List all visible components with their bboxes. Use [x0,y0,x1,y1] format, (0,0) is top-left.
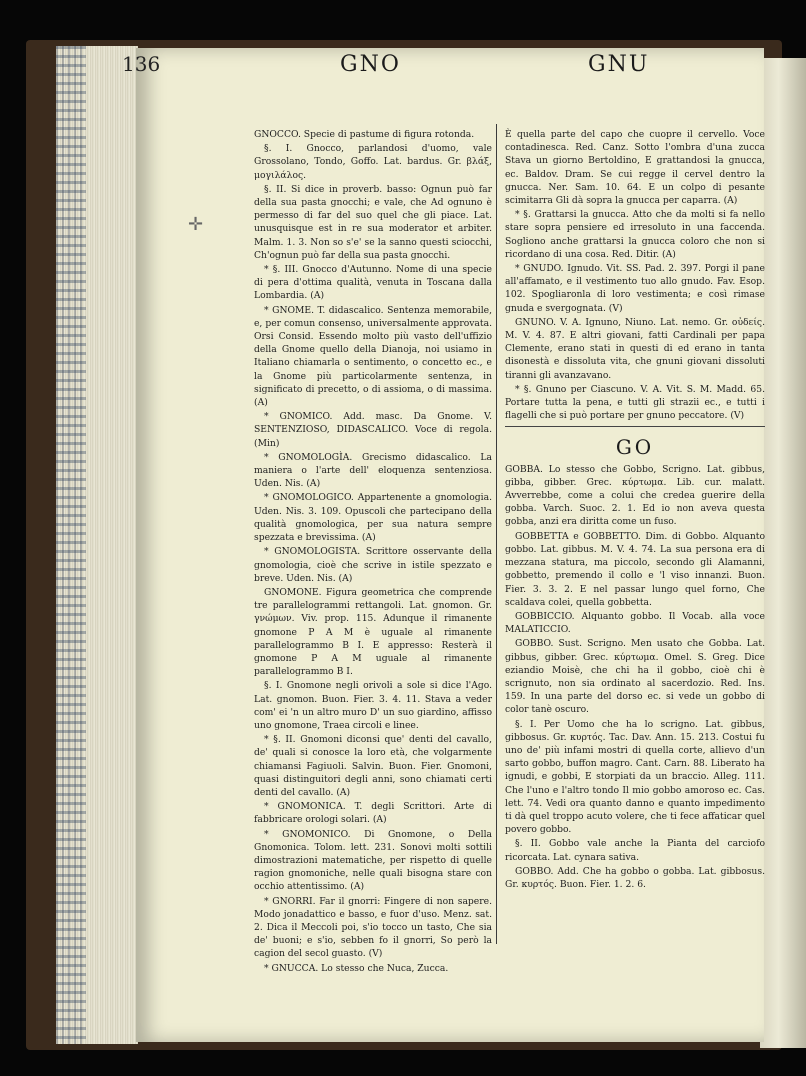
column-divider [496,124,497,944]
dictionary-entry: * §. III. Gnocco d'Autunno. Nome di una specie di pera d'ottima qualità, venuta in Toscana dalla Lombardia. (A) [254,264,492,302]
dictionary-entry: GOBBA. Lo stesso che Gobbo, Scrigno. Lat. gibbus, gibba, gibber. Grec. κύρτωμα. Lib. cur. malatt. Avverrebbe, come a colui che credea guerire della gobba. Varch. Suoc. 2. 1. Ed io non aveva questa gobba, anzi era diritta come un fuso. [505,463,765,528]
section-rule [505,426,765,427]
dictionary-entry: * §. II. Gnomoni diconsi que' denti del cavallo, de' quali si conosce la loro età, che volgarmente chiamansi Fagiuoli. Salvin. Buon. Fier. Gnomoni, quasi distinguitori degli anni, sono chiamati certi denti del cavallo. (A) [254,734,492,798]
dictionary-entry: §. I. Per Uomo che ha lo scrigno. Lat. gibbus, gibbosus. Gr. κυρτός. Tac. Dav. Ann. 15. 213. Costui fu uno de' più infami mostri di quella corte, allievo d'un sarto gobbo, buffon magro. Cant. Carn. 88. Liberato ha ignudi, e gobbi, E storpiati da un braccio. Alleg. 111. Che l'uno e l'altro tondo Il mio gobbo amoroso ec. Cas. lett. 74. Vedi ora quanto danno e quanto impedimento ti dà quel troppo acuto volere, che ti fece affaticar quel povero gobbo. [505,718,765,836]
page-number: 136 [122,52,161,76]
dictionary-entry: §. I. Gnocco, parlandosi d'uomo, vale Grossolano, Tondo, Goffo. Lat. bardus. Gr. βλάξ, μογιλάλος. [254,143,492,181]
dictionary-entry: * GNORRI. Far il gnorri: Fingere di non sapere. Modo jonadattico e basso, e fuor d'uso. Menz. sat. 2. Dica il Meccoli poi, s'io tocco un tasto, Che sia de' buoni; e s'io, sebben fo il gnorri, So però la cagion del secol guasto. (V) [254,895,492,960]
running-head-right: GNU [588,52,650,77]
dictionary-entry: * GNOMICO. Add. masc. Da Gnome. V. SENTENZIOSO, DIDASCALICO. Voce di regola. (Min) [254,411,492,449]
right-column [505,128,765,892]
dictionary-entry: GNUNO. V. A. Ignuno, Niuno. Lat. nemo. Gr. οὐδείς. M. V. 4. 87. E altri giovani, fatti Cardinali per papa Clemente, erano stati in questi di ed erano in tanta disonestà e dissoluta vita, che gnuni giovani dissoluti tiranni gli avanzavano. [505,316,765,381]
running-head-left: GNO [340,52,401,77]
dictionary-entry: * §. Gnuno per Ciascuno. V. A. Vit. S. M. Madd. 65. Portare tutta la pena, e tutti gli strazii ec., e tutti i flagelli che si può portare per gnuno peccatore. (V) [505,383,765,422]
dictionary-entry: * GNOMONICO. Di Gnomone, o Della Gnomonica. Tolom. lett. 231. Sonovi molti sottili dimostrazioni matematiche, per rispetto di quelle ragion gnomoniche, nelle quali bisogna stare con occhio attentissimo. (A) [254,828,492,893]
dictionary-entry: * GNOME. T. didascalico. Sentenza memorabile, e, per comun consenso, universalmente approvata. Orsi Consid. Essendo molto più vasto dell'uffizio della Gnome quello della Dianoja, noi usiamo in Italiano chiamarla o sentimento, o concetto ec., e la Gnome più particolarmente sentenza, in significato di precetto, o di assioma, o di massima. (A) [254,304,492,409]
dictionary-entry: §. II. Gobbo vale anche la Pianta del carciofo ricorcata. Lat. cynara sativa. [505,838,765,863]
dictionary-entry: È quella parte del capo che cuopre il cervello. Voce contadinesca. Red. Canz. Sotto l'ombra d'una zucca Stava un giorno Bertoldino, E grattandosi la gnucca, ec. Baldov. Dram. Se cui regge il cervel dentro la gnucca. Ner. Sam. 10. 64. E un colpo di pesante scimitarra Gli dà sopra la gnucca per caparra. (A) [505,129,765,207]
dictionary-entry: * GNOMOLOGISTA. Scrittore osservante della gnomologia, cioè che scrive in istile spezzato e breve. Uden. Nis. (A) [254,546,492,584]
dictionary-entry: GNOMONE. Figura geometrica che comprende tre parallelogrammi rettangoli. Lat. gnomon. Gr. γνώμων. Viv. prop. 115. Adunque il rimanente gnomone P A M è uguale al rimanente parallelogrammo B I. E appresso: Resterà il gnomone P A M uguale al rimanente parallelogrammo B I. [254,586,492,678]
dictionary-entry: * §. Grattarsi la gnucca. Atto che da molti si fa nello stare sopra pensiere ed irresoluto in una faccenda. Sogliono anche grattarsi la gnucca coloro che non si ricordano di una cosa. Red. Ditir. (A) [505,209,765,260]
dictionary-entry: * GNOMOLOGÌA. Grecismo didascalico. La maniera o l'arte dell' eloquenza sentenziosa. Uden. Nis. (A) [254,451,492,490]
margin-pencil-mark: ✛ [188,214,204,235]
dictionary-entry: §. I. Gnomone negli orivoli a sole si dice l'Ago. Lat. gnomon. Buon. Fier. 3. 4. 11. Stava a veder com' ei 'n un altro muro D' un suo giardino, affisso uno gnomone, Traea circoli e linee. [254,680,492,731]
page-stack-edges [56,46,138,1044]
dictionary-entry: GNOCCO. Specie di pastume di figura rotonda. [254,129,475,140]
next-page-edge [760,58,806,1048]
dictionary-entry: * GNUCCA. Lo stesso che Nuca, Zucca. [264,962,449,974]
dictionary-entry: GOBBETTA e GOBBETTO. Dim. di Gobbo. Alquanto gobbo. Lat. gibbus. M. V. 4. 74. La sua persona era di mezzana statura, ma piccolo, secondo gli Alamanni, gobbetto, premendo il collo e 'l viso innanzi. Buon. Fier. 3. 3. 2. E nel passar lungo quel forno, Che scaldava colei, quella gobbetta. [505,530,765,608]
dictionary-entry: * GNOMONICA. T. degli Scrittori. Arte di fabbricare orologi solari. (A) [254,801,492,826]
running-head [0,52,806,82]
dictionary-entry: * GNOMOLOGICO. Appartenente a gnomologia. Uden. Nis. 3. 109. Opuscoli che partecipano della qualità gnomologica, per sua natura sempre spezzata e brevissima. (A) [254,492,492,544]
dictionary-entry: GOBBICCIO. Alquanto gobbo. Il Vocab. alla voce MALATICCIO. [505,610,765,636]
dictionary-entry: §. II. Si dice in proverb. basso: Ognun può far della sua pasta gnocchi; e vale, che Ad ognuno è permesso di far del suo quel che gli piace. Lat. unusquisque est in re sua moderator et arbiter. Malm. 1. 3. Non so s'e' se la sanno questi sciocchi, Ch'ognun può far della sua pasta gnocchi. [254,183,492,261]
left-column [254,128,492,976]
dictionary-entry: GOBBO. Sust. Scrigno. Men usato che Gobba. Lat. gibbus, gibber. Grec. κύρτωμα. Omel. S. Greg. Dice eziandio Moisè, che chi ha il gobbo, cioè chi è scrignuto, non sia ordinato al sacerdozio. Red. Ins. 159. In una parte del dorso ec. si vede un gobbo di color tanè oscuro. [505,638,765,716]
dictionary-entry: * GNUDO. Ignudo. Vit. SS. Pad. 2. 397. Porgi il pane all'affamato, e il vestimento tuo allo gnudo. Fav. Esop. 102. Spogliaronla di loro vestimenta; e così rimase gnuda e svergognata. (V) [505,263,765,314]
dictionary-entry: GOBBO. Add. Che ha gobbo o gobba. Lat. gibbosus. Gr. κυρτός. Buon. Fier. 1. 2. 6. [505,865,765,890]
section-heading: GO [615,435,655,460]
